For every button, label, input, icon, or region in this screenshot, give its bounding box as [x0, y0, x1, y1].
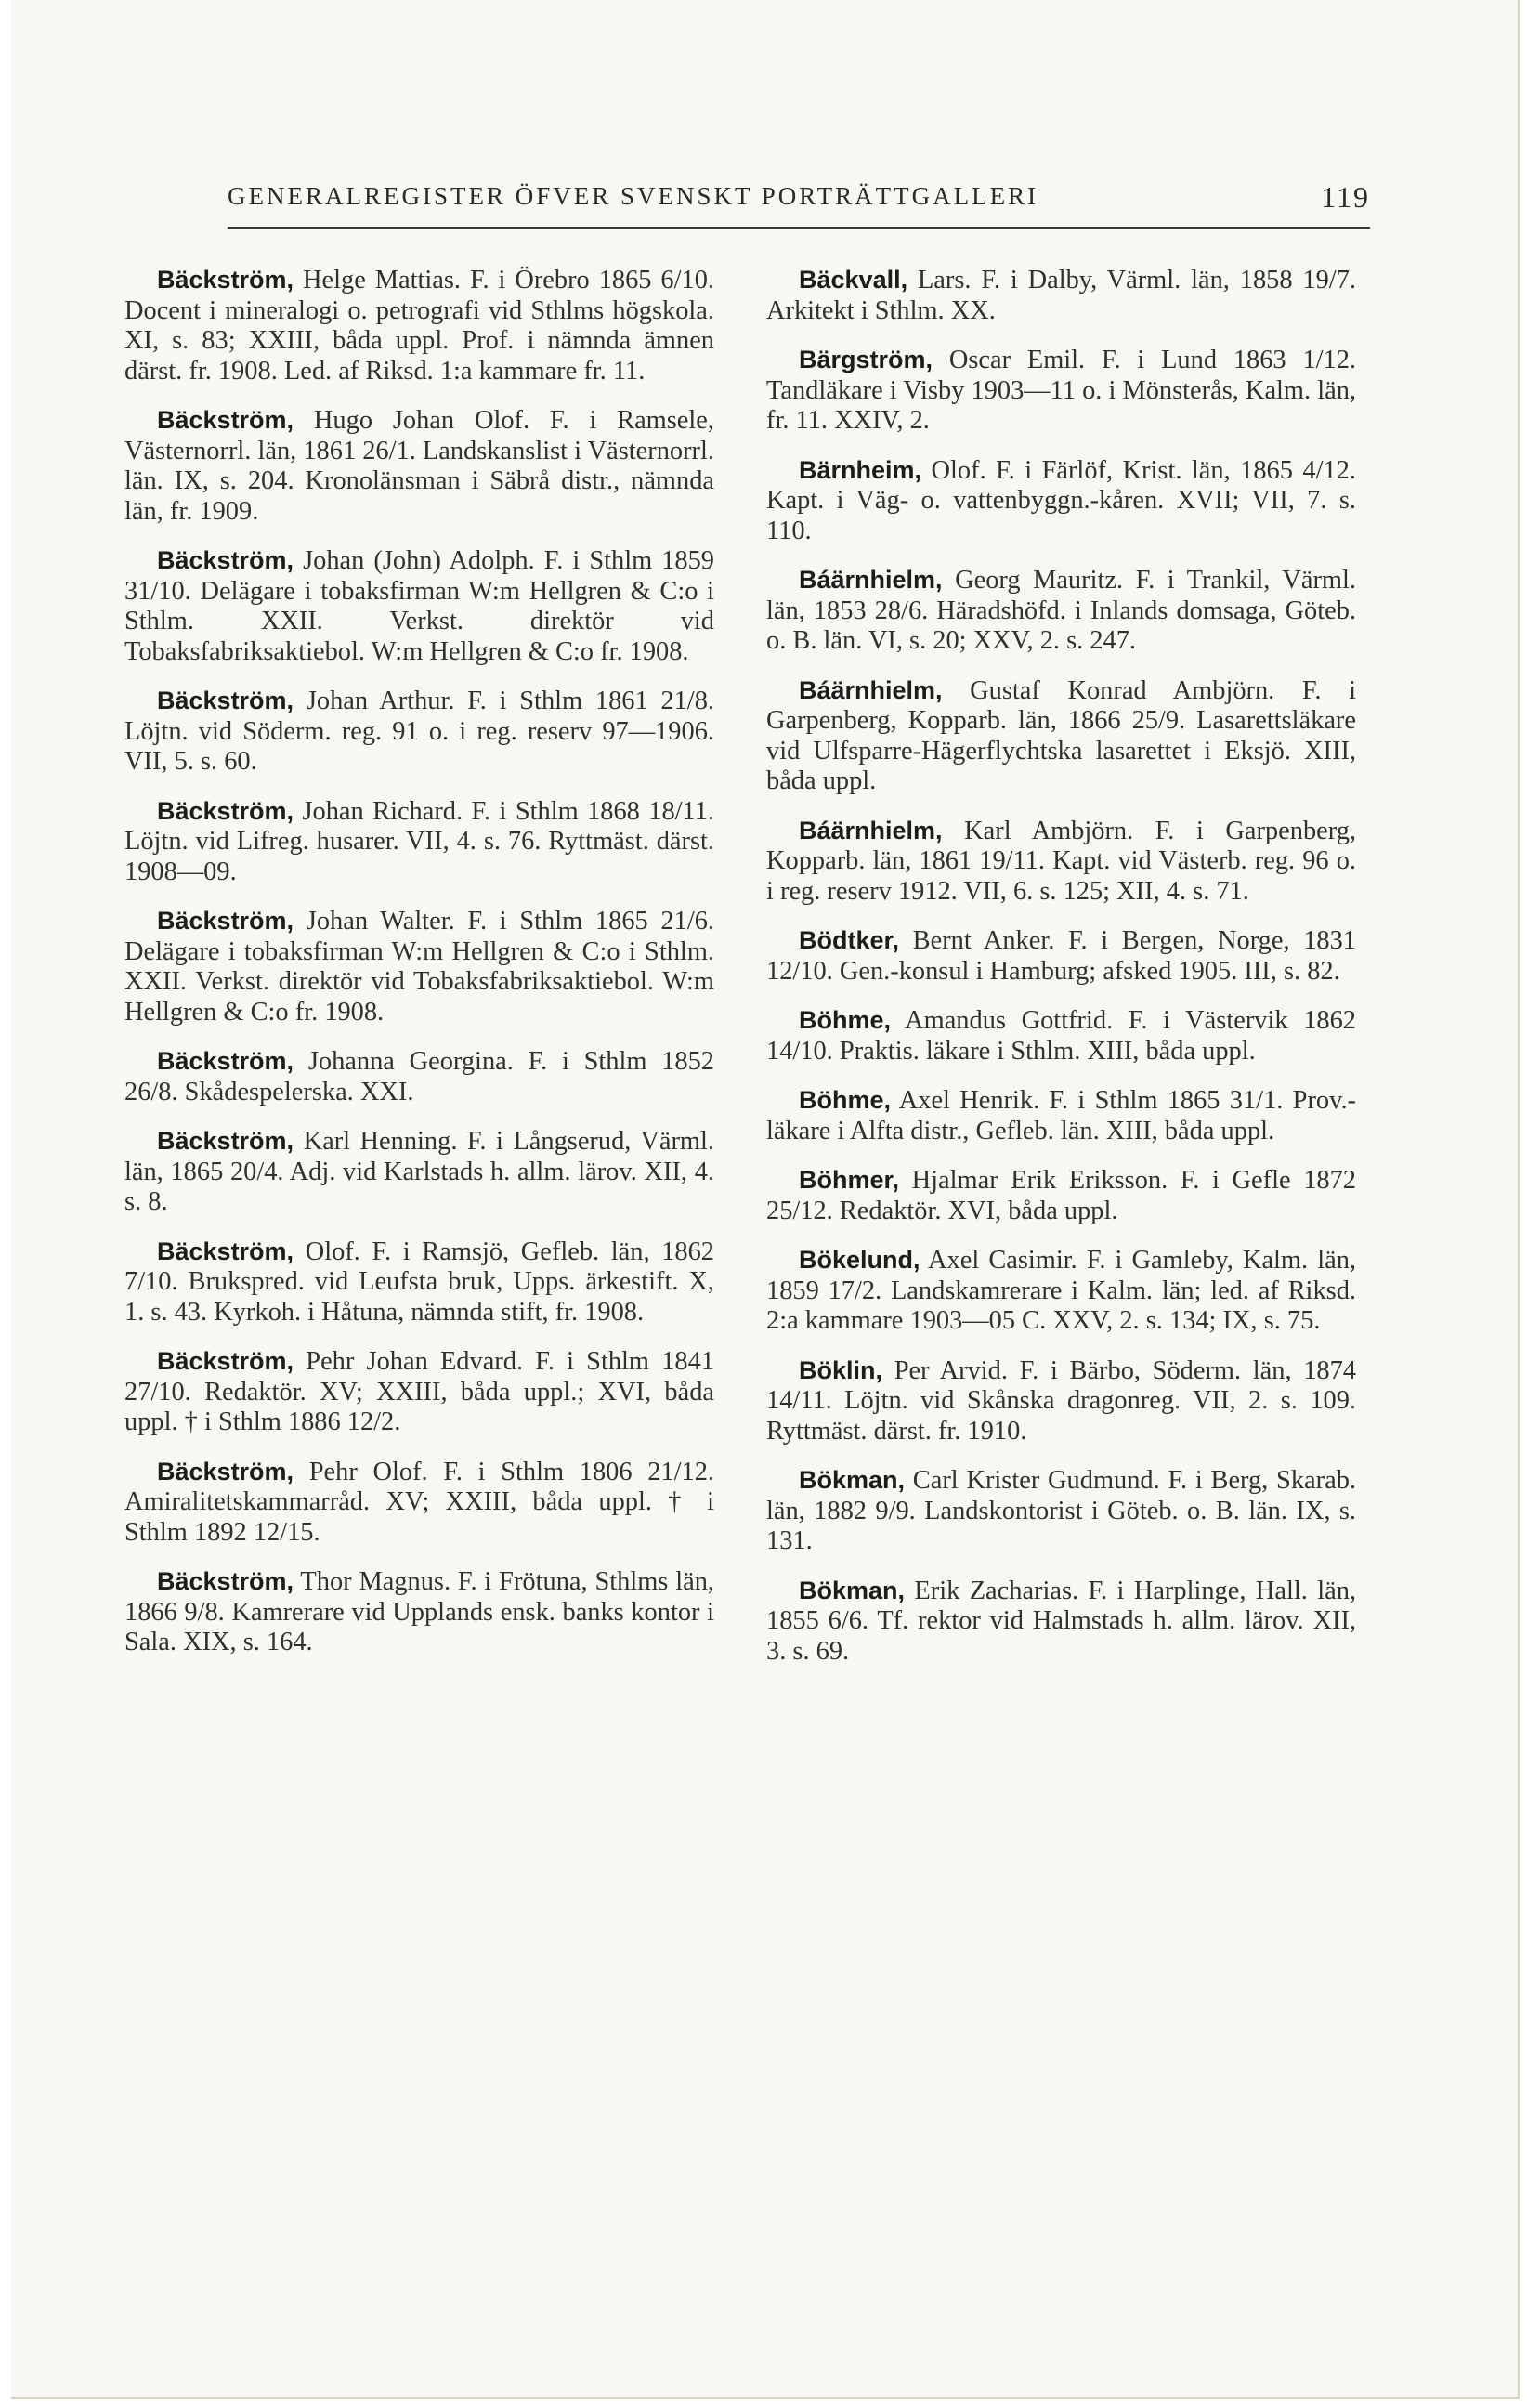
entry-surname: Bödtker, — [799, 926, 900, 954]
entry-surname: Bäckström, — [157, 1347, 294, 1375]
register-entry — [766, 345, 1356, 437]
entry-surname: Bökman, — [799, 1576, 906, 1604]
register-entry — [124, 1457, 714, 1549]
entry-text: Erik Zacharias. F. i Harplinge, Hall. län, 1855 6/6. Tf. rektor vid Halmstads h. allm. lärov. XII, 3. s. 69. — [766, 1576, 1356, 1666]
entry-text: Axel Casimir. F. i Gamleby, Kalm. län, 1859 17/2. Landskamrerare i Kalm. län; led. af Riksd. 2:a kammare 1903—05 C. XXV, 2. s. 134; IX, s. 75. — [766, 1246, 1356, 1335]
entry-text: Amandus Gottfrid. F. i Västervik 1862 14/10. Praktis. läkare i Sthlm. XIII, båda uppl. — [766, 1006, 1356, 1066]
entry-surname: Bäckström, — [157, 546, 294, 574]
entry-text: Lars. F. i Dalby, Värml. län, 1858 19/7. Arkitekt i Sthlm. XX. — [766, 266, 1356, 325]
entry-text: Johan Walter. F. i Sthlm 1865 21/6. Delägare i tobaksfirman W:m Hellgren & C:o i Sthlm. XXII. Verkst. direktör vid Tobaksfabriksaktiebol. W:m Hellgren & C:o fr. 1908. — [124, 907, 714, 1027]
register-entry — [766, 1576, 1356, 1668]
entry-text: Karl Henning. F. i Långserud, Värml. län, 1865 20/4. Adj. vid Karlstads h. allm. lärov. XII, 4. s. 8. — [124, 1127, 714, 1216]
entry-text: Axel Henrik. F. i Sthlm 1865 31/1. Prov.-läkare i Alfta distr., Gefleb. län. XIII, båda uppl. — [766, 1086, 1356, 1145]
book-page — [11, 0, 1520, 2399]
entry-surname: Bärnheim, — [799, 455, 922, 484]
entry-text: Pehr Olof. F. i Sthlm 1806 21/12. Amiralitetskammarråd. XV; XXIII, båda uppl. † i Sthlm 1892 12/15. — [124, 1457, 714, 1547]
entry-text: Johan (John) Adolph. F. i Sthlm 1859 31/10. Delägare i tobaksfirman W:m Hellgren & C:o i Sthlm. XXII. Verkst. direktör vid Tobaksfabriksaktiebol. W:m Hellgren & C:o fr. 1908. — [124, 546, 714, 666]
register-entry — [766, 1165, 1356, 1226]
register-entry — [766, 265, 1356, 326]
register-entry — [124, 686, 714, 778]
entry-surname: Böhmer, — [799, 1166, 900, 1194]
entry-text: Johan Richard. F. i Sthlm 1868 18/11. Löjtn. vid Lifreg. husarer. VII, 4. s. 76. Ryttmäst. därst. 1908—09. — [124, 796, 714, 886]
left-column — [124, 265, 714, 1677]
entry-text: Georg Mauritz. F. i Trankil, Värml. län, 1853 28/6. Häradshöfd. i Inlands domsaga, Göteb. o. B. län. VI, s. 20; XXV, 2. s. 247. — [766, 566, 1356, 655]
entry-surname: Bäckström, — [157, 1567, 294, 1595]
right-column — [766, 265, 1356, 1685]
entry-text: Gustaf Konrad Ambjörn. F. i Garpenberg, Kopparb. län, 1866 25/9. Lasarettsläkare vid Ulfsparre-Hägerflychtska lasarettet i Eksjö. XIII, båda uppl. — [766, 675, 1356, 795]
register-entry — [766, 565, 1356, 657]
entry-surname: Bäckström, — [157, 796, 294, 825]
entry-surname: Bäckvall, — [799, 266, 908, 294]
register-entry — [766, 1245, 1356, 1337]
entry-surname: Böklin, — [799, 1355, 883, 1384]
register-entry — [124, 1046, 714, 1107]
entry-text: Hjalmar Erik Eriksson. F. i Gefle 1872 25/12. Redaktör. XVI, båda uppl. — [766, 1166, 1356, 1225]
entry-surname: Bäckström, — [157, 1457, 294, 1485]
entry-text: Johanna Georgina. F. i Sthlm 1852 26/8. Skådespelerska. XXI. — [124, 1047, 714, 1106]
register-entry — [124, 1566, 714, 1658]
register-entry — [124, 265, 714, 386]
register-entry — [124, 1346, 714, 1438]
entry-text: Per Arvid. F. i Bärbo, Söderm. län, 1874 14/11. Löjtn. vid Skånska dragonreg. VII, 2. s. 109. Ryttmäst. därst. fr. 1910. — [766, 1355, 1356, 1446]
register-entry — [124, 796, 714, 888]
entry-text: Karl Ambjörn. F. i Garpenberg, Kopparb. län, 1861 19/11. Kapt. vid Västerb. reg. 96 o. i reg. reserv 1912. VII, 6. s. 125; XII, 4. s. 71. — [766, 816, 1356, 906]
entry-surname: Bäckström, — [157, 406, 294, 434]
entry-text: Oscar Emil. F. i Lund 1863 1/12. Tandläkare i Visby 1903—11 o. i Mönsterås, Kalm. län, fr. 11. XXIV, 2. — [766, 346, 1356, 435]
register-entry — [766, 1005, 1356, 1067]
entry-surname: Bäckström, — [157, 266, 294, 294]
register-entry — [766, 1355, 1356, 1447]
page-number: 119 — [1321, 180, 1370, 214]
entry-text: Helge Mattias. F. i Örebro 1865 6/10. Docent i mineralogi o. petrografi vid Sthlms högskola. XI, s. 83; XXIII, båda uppl. Prof. i nämnda ämnen därst. fr. 1908. Led. af Riksd. 1:a kammare fr. 11. — [124, 266, 714, 386]
entry-text: Bernt Anker. F. i Bergen, Norge, 1831 12/10. Gen.-konsul i Hamburg; afsked 1905. III, s. 82. — [766, 926, 1356, 986]
entry-surname: Bärgström, — [799, 346, 933, 373]
register-entry — [766, 816, 1356, 908]
register-entry — [766, 675, 1356, 797]
register-entry — [124, 1126, 714, 1218]
entry-text: Johan Arthur. F. i Sthlm 1861 21/8. Löjtn. vid Söderm. reg. 91 o. i reg. reserv 97—1906. VII, 5. s. 60. — [124, 687, 714, 776]
entry-surname: Báärnhielm, — [799, 816, 943, 844]
entry-surname: Bäckström, — [157, 1047, 294, 1075]
entry-surname: Bäckström, — [157, 1127, 294, 1155]
entry-text: Pehr Johan Edvard. F. i Sthlm 1841 27/10. Redaktör. XV; XXIII, båda uppl.; XVI, båda uppl. † i Sthlm 1886 12/2. — [124, 1347, 714, 1436]
entry-surname: Bökman, — [799, 1466, 906, 1494]
header-title: GENERALREGISTER ÖFVER SVENSKT PORTRÄTTGALLERI — [228, 182, 1039, 210]
register-entry — [766, 455, 1356, 547]
running-header — [228, 182, 1370, 229]
entry-surname: Bökelund, — [799, 1246, 920, 1274]
register-entry — [124, 906, 714, 1027]
entry-surname: Bäckström, — [157, 1237, 294, 1265]
register-entry — [766, 1465, 1356, 1557]
register-entry — [766, 1085, 1356, 1146]
entry-surname: Böhme, — [799, 1086, 892, 1114]
register-entry — [766, 925, 1356, 987]
entry-surname: Bäckström, — [157, 907, 294, 935]
entry-surname: Bäckström, — [157, 687, 294, 714]
entry-text: Hugo Johan Olof. F. i Ramsele, Västernorrl. län, 1861 26/1. Landskanslist i Västernorrl. län. IX, s. 204. Kronolänsman i Säbrå distr., nämnda län, fr. 1909. — [124, 406, 714, 526]
entry-text: Thor Magnus. F. i Frötuna, Sthlms län, 1866 9/8. Kamrerare vid Upplands ensk. banks kontor i Sala. XIX, s. 164. — [124, 1567, 714, 1656]
entry-surname: Báärnhielm, — [799, 566, 943, 594]
entry-text: Carl Krister Gudmund. F. i Berg, Skarab. län, 1882 9/9. Landskontorist i Göteb. o. B. län. IX, s. 131. — [766, 1466, 1356, 1555]
register-entry — [124, 1237, 714, 1328]
register-entry — [124, 405, 714, 527]
entry-surname: Böhme, — [799, 1006, 892, 1034]
register-entry — [124, 545, 714, 667]
entry-text: Olof. F. i Ramsjö, Gefleb. län, 1862 7/10. Brukspred. vid Leufsta bruk, Upps. ärkestift. X, 1. s. 43. Kyrkoh. i Håtuna, nämnda stift, fr. 1908. — [124, 1237, 714, 1327]
entry-text: Olof. F. i Färlöf, Krist. län, 1865 4/12. Kapt. i Väg- o. vattenbyggn.-kåren. XVII; VII, 7. s. 110. — [766, 455, 1356, 545]
entry-surname: Báärnhielm, — [799, 675, 943, 704]
